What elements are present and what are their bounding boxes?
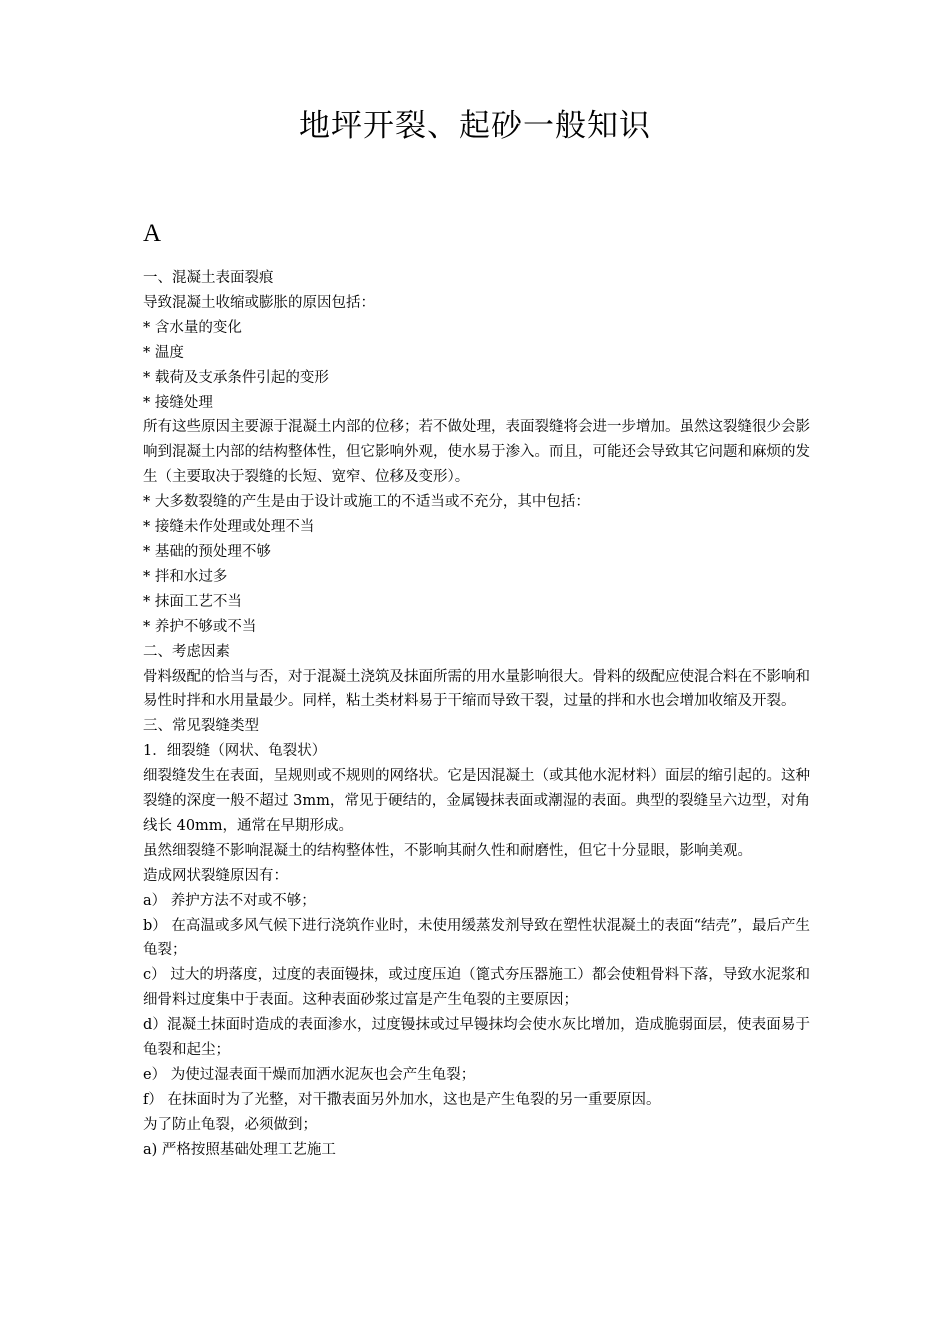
list-item: e） 为使过湿表面干燥而加洒水泥灰也会产生龟裂； <box>143 1067 476 1083</box>
bullet-item: * 接缝处理 <box>143 394 213 411</box>
bullet-item: * 抹面工艺不当 <box>143 593 242 610</box>
bullet-item: * 拌和水过多 <box>143 568 228 585</box>
paragraph: 骨料级配的恰当与否，对于混凝土浇筑及抹面所需的用水量影响很大。骨料的级配应使混合料在不影响和易性时拌和水用量最少。同样，粘土类材料易于干缩而导致干裂，过量的拌和水也会增加收缩及开裂。 <box>143 668 810 710</box>
paragraph: 造成网状裂缝原因有： <box>143 867 288 884</box>
paragraph: 所有这些原因主要源于混凝土内部的位移；若不做处理，表面裂缝将会进一步增加。虽然这裂缝很少会影响到混凝土内部的结构整体性，但它影响外观，使水易于渗入。而且，可能还会导致其它问题和麻烦的发生（主要取决于裂缝的长短、宽窄、位移及变形）。 <box>143 419 810 486</box>
paragraph: 虽然细裂缝不影响混凝土的结构整体性，不影响其耐久性和耐磨性，但它十分显眼，影响美观。 <box>143 842 752 859</box>
subsection-heading: 1．细裂缝（网状、龟裂状） <box>143 743 327 760</box>
bullet-item: * 养护不够或不当 <box>143 618 257 635</box>
paragraph: 为了防止龟裂，必须做到； <box>143 1116 317 1133</box>
list-item: a） 养护方法不对或不够； <box>143 892 316 909</box>
section-heading: A <box>143 220 162 247</box>
list-item: b） 在高温或多风气候下进行浇筑作业时，未使用缓蒸发剂导致在塑性状混凝土的表面“结壳”，最后产生龟裂； <box>143 917 810 959</box>
bullet-item: * 载荷及支承条件引起的变形 <box>143 369 329 386</box>
document-body <box>143 266 810 1163</box>
list-item: d）混凝土抹面时造成的表面渗水，过度镘抹或过早镘抹均会使水灰比增加，造成脆弱面层，使表面易于龟裂和起尘； <box>143 1017 810 1059</box>
bullet-item: * 接缝未作处理或处理不当 <box>143 519 315 536</box>
section-heading-1: 一、混凝土表面裂痕 <box>143 270 274 286</box>
list-item: c） 过大的坍落度，过度的表面镘抹，或过度压迫（篦式夯压器施工）都会使粗骨料下落，导致水泥浆和细骨料过度集中于表面。这种表面砂浆过富是产生龟裂的主要原因； <box>143 967 810 1009</box>
section-heading-3: 三、常见裂缝类型 <box>143 718 259 735</box>
list-item: f） 在抹面时为了光整，对干撒表面另外加水，这也是产生龟裂的另一重要原因。 <box>143 1091 661 1108</box>
paragraph: 细裂缝发生在表面，呈规则或不规则的网络状。它是因混凝土（或其他水泥材料）面层的缩引起的。这种裂缝的深度一般不超过 3mm，常见于硬结的，金属镘抹表面或潮湿的表面。典型的裂缝呈六边型，对角线长 40mm，通常在早期形成。 <box>143 768 810 834</box>
paragraph: 导致混凝土收缩或膨胀的原因包括： <box>143 294 375 311</box>
bullet-item: * 含水量的变化 <box>143 319 242 336</box>
page-title: 地坪开裂、起砂一般知识 <box>299 108 651 144</box>
bullet-item: * 大多数裂缝的产生是由于设计或施工的不适当或不充分，其中包括： <box>143 494 590 511</box>
bullet-item: * 基础的预处理不够 <box>143 543 271 560</box>
bullet-item: * 温度 <box>143 344 184 361</box>
section-heading-2: 二、考虑因素 <box>143 643 230 660</box>
list-item: a) 严格按照基础处理工艺施工 <box>143 1141 336 1158</box>
